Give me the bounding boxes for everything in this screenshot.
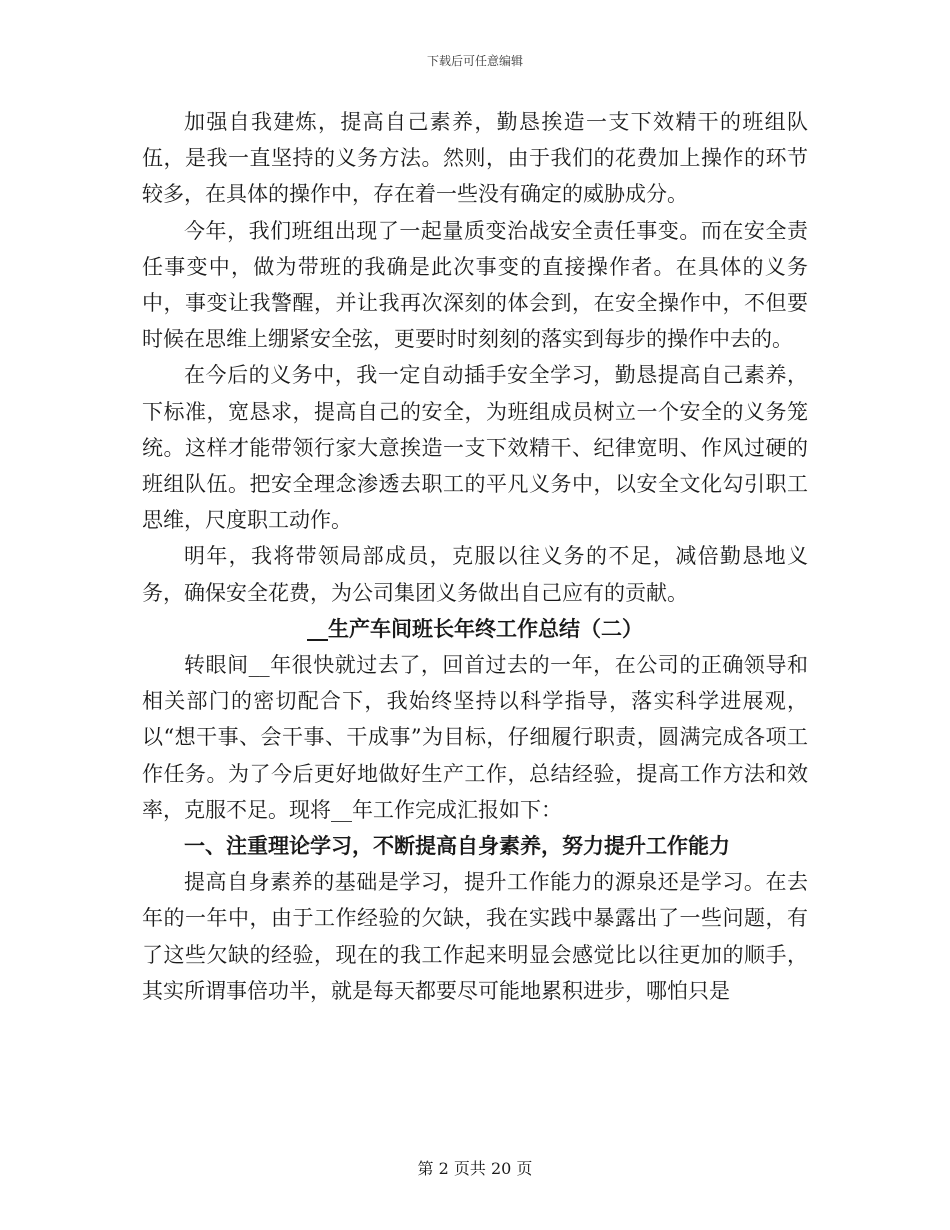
paragraph: 在今后的义务中，我一定自动插手安全学习，勤恳提高自己素养，下标准，宽恳求，提高自己的安全，为班组成员树立一个安全的义务笼统。这样才能带领行家大意挨造一支下效精干、纪律宽明、作风过硬的班组队伍。把安全理念渗透去职工的平凡义务中，以安全文化勾引职工思维，尺度职工动作。 [142,363,808,533]
paragraph: 转眼间__年很快就过去了，回首过去的一年，在公司的正确领导和相关部门的密切配合下，我始终坚持以科学指导，落实科学进展观，以“想干事、会干事、干成事”为目标，仔细履行职责，圆满完成各项工作任务。为了今后更好地做好生产工作，总结经验，提高工作方法和效率，克服不足。现将__年工作完成汇报如下： [142,653,808,822]
page-number: 第 2 页共 20 页 [417,1159,533,1178]
paragraph: 明年，我将带领局部成员，克服以往义务的不足，减倍勤恳地义务，确保安全花费，为公司集团义务做出自己应有的贡献。 [142,544,808,605]
document-body [142,104,808,1009]
section-heading: 一、注重理论学习，不断提高自身素养，努力提升工作能力 [184,834,730,859]
paragraph: 提高自身素养的基础是学习，提升工作能力的源泉还是学习。在去年的一年中，由于工作经验的欠缺，我在实践中暴露出了一些问题，有了这些欠缺的经验，现在的我工作起来明显会感觉比以往更加的顺手，其实所谓事倍功半，就是每天都要尽可能地累积进步，哪怕只是 [142,870,808,1003]
page-header: 下载后可任意编辑 [426,54,523,68]
paragraph: 今年，我们班组出现了一起量质变治战安全责任事变。而在安全责任事变中，做为带班的我确是此次事变的直接操作者。在具体的义务中，事变让我警醒，并让我再次深刻的体会到，在安全操作中，不但要时候在思维上绷紧安全弦，更要时时刻刻的落实到每步的操作中去的。 [142,218,808,352]
document-title: __生产车间班长年终工作总结（二） [307,616,643,641]
paragraph: 加强自我建炼，提高自己素养，勤恳挨造一支下效精干的班组队伍，是我一直坚持的义务方法。然则，由于我们的花费加上操作的环节较多，在具体的操作中，存在着一些没有确定的威胁成分。 [142,110,808,207]
